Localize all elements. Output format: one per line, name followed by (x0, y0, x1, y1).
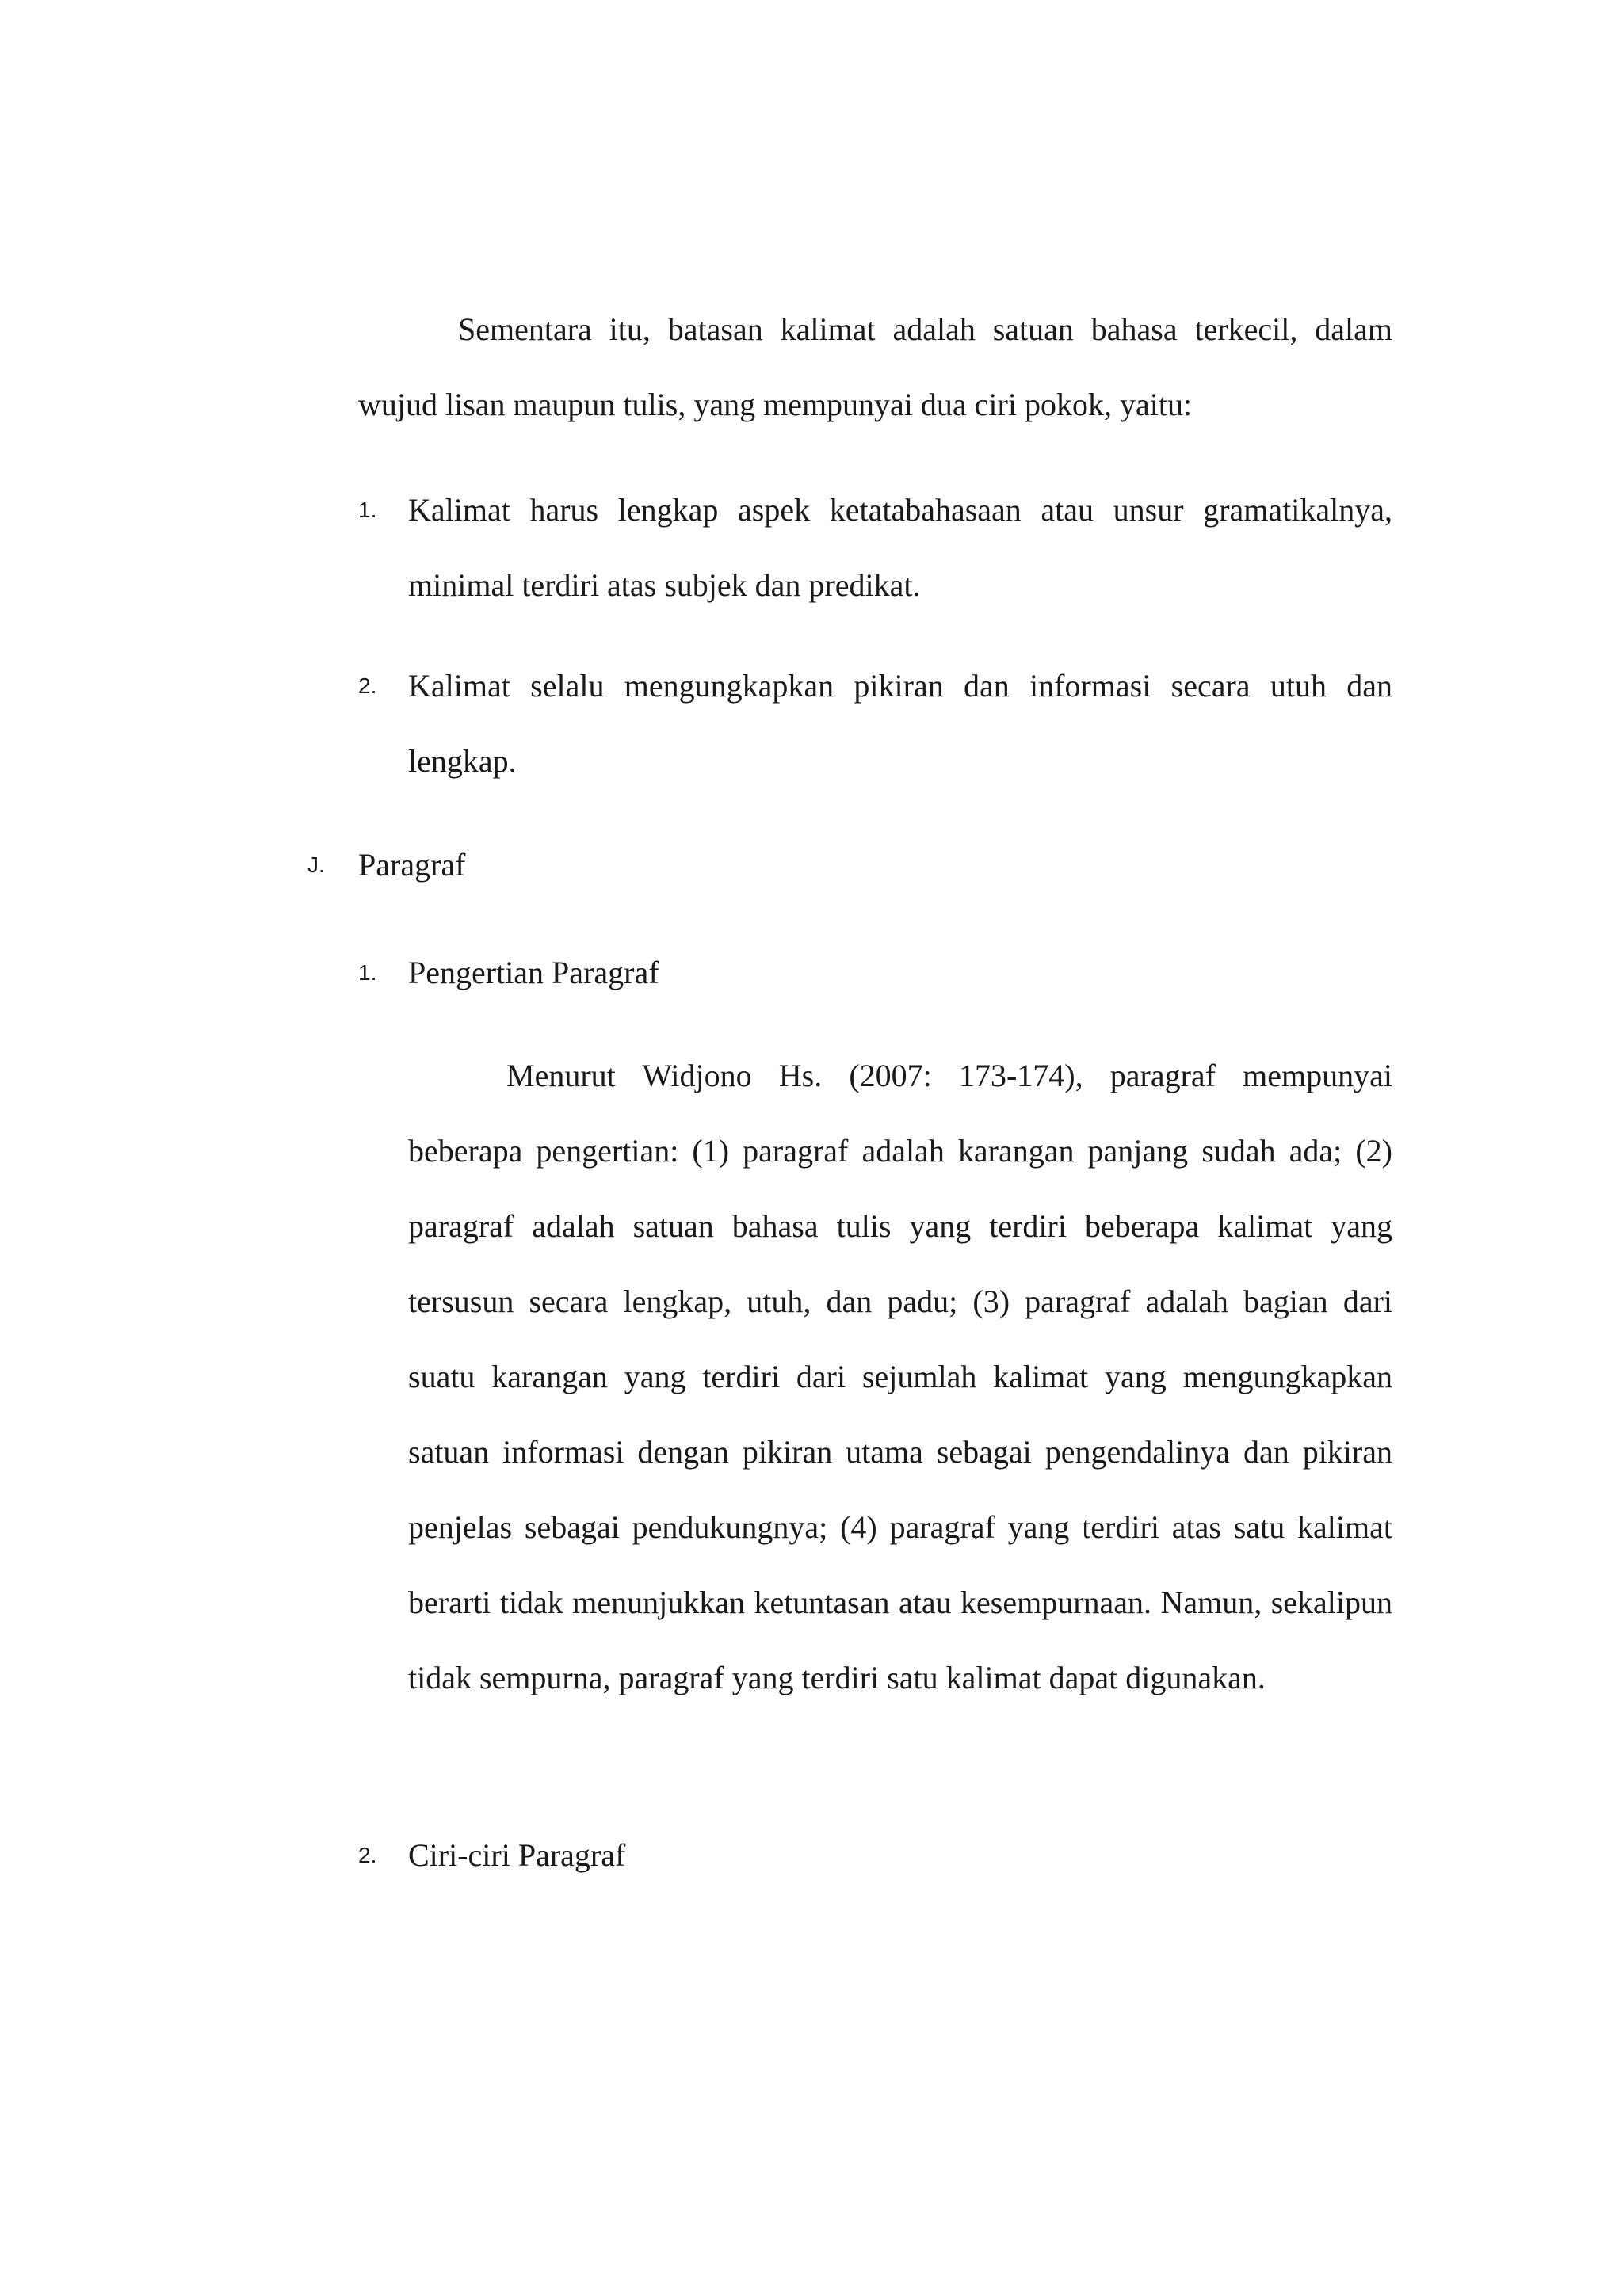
definition-paragraph: Menurut Widjono Hs. (2007: 173-174), paragraf mempunyai beberapa pengertian: (1) paragraf adalah karangan panjang sudah ada; (2) paragraf adalah satuan bahasa tulis yang terdiri beberapa kalimat yang tersusun secara lengkap, utuh, dan padu; (3) paragraf adalah bagian dari suatu karangan yang terdiri dari sejumlah kalimat yang mengungkapkan satuan informasi dengan pikiran utama sebagai pengendalinya dan pikiran penjelas sebagai pendukungnya; (4) paragraf yang terdiri atas satu kalimat berarti tidak menunjukkan ketuntasan atau kesempurnaan. Namun, sekalipun tidak sempurna, paragraf yang terdiri satu kalimat dapat digunakan. (408, 1058, 1392, 1695)
list-item-text: Kalimat harus lengkap aspek ketatabahasaan atau unsur gramatikalnya, minimal terdiri atas subjek dan predikat. (408, 492, 1392, 603)
subsection-number: 2. (358, 1843, 377, 1867)
list-item-number: 2. (358, 673, 377, 698)
list-item-text: Kalimat selalu mengungkapkan pikiran dan informasi secara utuh dan lengkap. (408, 668, 1392, 779)
subsection-title: Ciri-ciri Paragraf (408, 1837, 626, 1873)
subsection-number: 1. (358, 960, 377, 985)
list-item-number: 1. (358, 498, 377, 522)
subsection-title: Pengertian Paragraf (408, 955, 659, 990)
intro-paragraph: Sementara itu, batasan kalimat adalah satuan bahasa terkecil, dalam wujud lisan maupun tulis, yang mempunyai dua ciri pokok, yaitu: (358, 311, 1392, 422)
section-number: J. (307, 852, 325, 877)
section-title: Paragraf (358, 847, 466, 883)
